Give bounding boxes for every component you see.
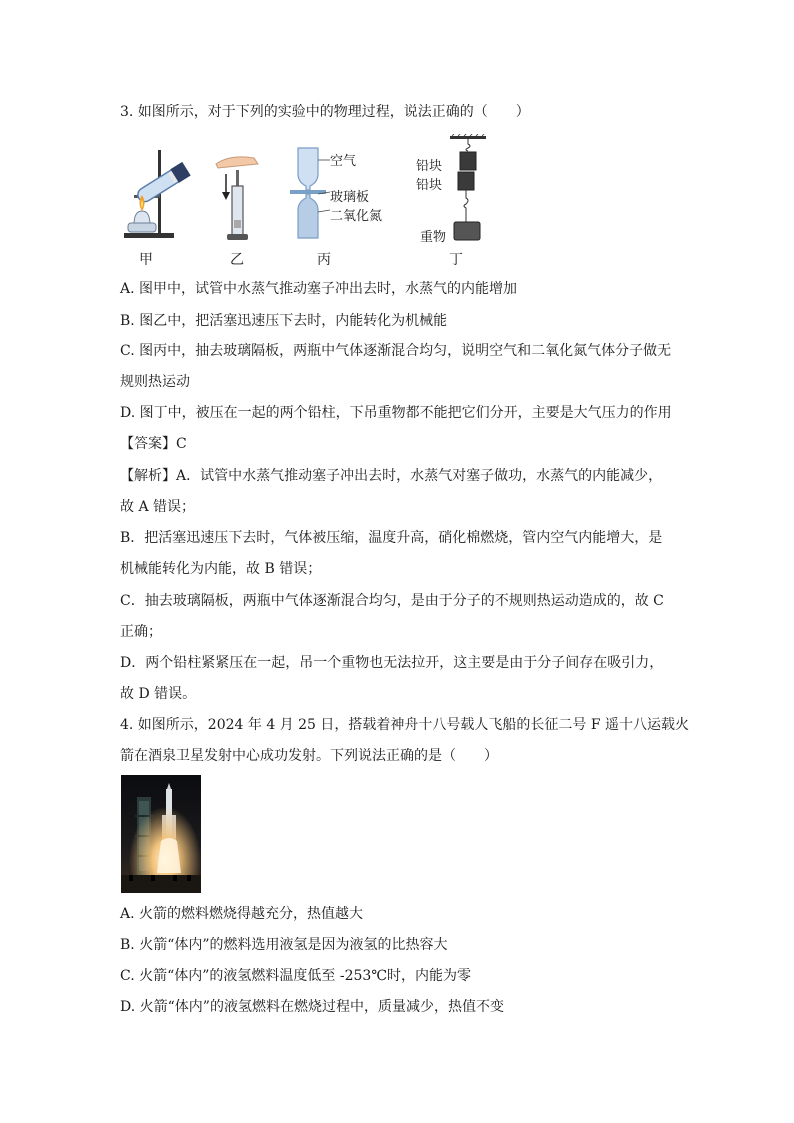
rocket-launch-photo bbox=[121, 775, 201, 893]
figure-label-ding: 丁 bbox=[449, 252, 463, 268]
figure-ding-lead-blocks bbox=[448, 134, 488, 244]
figure-jia-test-tube-heating bbox=[118, 145, 198, 245]
label-weight: 重物 bbox=[420, 230, 447, 245]
q4-option-c: C. 火箭“体内”的液氢燃料温度低至 -253℃时，内能为零 bbox=[120, 968, 471, 984]
q3-option-c: C. 图丙中，抽去玻璃隔板，两瓶中气体逐渐混合均匀，说明空气和二氧化氮气体分子做无 bbox=[120, 343, 672, 359]
figure-label-jia: 甲 bbox=[139, 252, 153, 268]
q4-option-a: A. 火箭的燃料燃烧得越充分，热值越大 bbox=[120, 906, 364, 922]
q4-option-b: B. 火箭“体内”的燃料选用液氢是因为液氢的比热容大 bbox=[120, 937, 448, 953]
q4-stem-line-2: 箭在酒泉卫星发射中心成功发射。下列说法正确的是（ ） bbox=[120, 748, 498, 764]
q3-analysis-1: 【解析】A．试管中水蒸气推动塞子冲出去时，水蒸气对塞子做功，水蒸气的内能减少， bbox=[120, 468, 663, 484]
label-lead-block-2: 铅块 bbox=[416, 178, 443, 193]
q3-answer: 【答案】C bbox=[120, 436, 187, 452]
label-glass-plate: 玻璃板 bbox=[330, 190, 370, 205]
q3-analysis-2: 故 A 错误； bbox=[120, 499, 196, 515]
bing-leader-lines bbox=[316, 152, 332, 218]
q3-option-c-continued: 规则热运动 bbox=[120, 374, 190, 390]
q4-option-d: D. 火箭“体内”的液氢燃料在燃烧过程中，质量减少，热值不变 bbox=[120, 999, 504, 1015]
label-air: 空气 bbox=[330, 154, 357, 169]
q3-analysis-6: 正确； bbox=[120, 624, 162, 640]
q3-analysis-3: B．把活塞迅速压下去时，气体被压缩，温度升高，硝化棉燃烧，管内空气内能增大，是 bbox=[120, 530, 663, 546]
figure-yi-piston-compression bbox=[210, 150, 265, 245]
figure-label-bing: 丙 bbox=[317, 252, 331, 268]
q4-stem-line-1: 4. 如图所示，2024 年 4 月 25 日，搭载着神舟十八号载人飞船的长征二号 F 遥十八运载火 bbox=[120, 717, 690, 733]
q3-analysis-8: 故 D 错误。 bbox=[120, 686, 197, 702]
q3-option-a: A. 图甲中，试管中水蒸气推动塞子冲出去时，水蒸气的内能增加 bbox=[120, 281, 518, 297]
q3-option-d: D. 图丁中，被压在一起的两个铅柱，下吊重物都不能把它们分开，主要是大气压力的作用 bbox=[120, 405, 672, 421]
q3-option-b: B. 图乙中，把活塞迅速压下去时，内能转化为机械能 bbox=[120, 313, 448, 329]
q3-analysis-4: 机械能转化为内能，故 B 错误； bbox=[120, 561, 322, 577]
label-no2: 二氧化氮 bbox=[330, 209, 383, 224]
q3-analysis-7: D．两个铅柱紧紧压在一起，吊一个重物也无法拉开，这主要是由于分子间存在吸引力， bbox=[120, 655, 664, 671]
q3-stem: 3. 如图所示，对于下列的实验中的物理过程，说法正确的（ ） bbox=[120, 104, 530, 120]
q3-analysis-5: C．抽去玻璃隔板，两瓶中气体逐渐混合均匀，是由于分子的不规则热运动造成的，故 C bbox=[120, 593, 664, 609]
figure-label-yi: 乙 bbox=[230, 252, 244, 268]
label-lead-block-1: 铅块 bbox=[416, 159, 443, 174]
